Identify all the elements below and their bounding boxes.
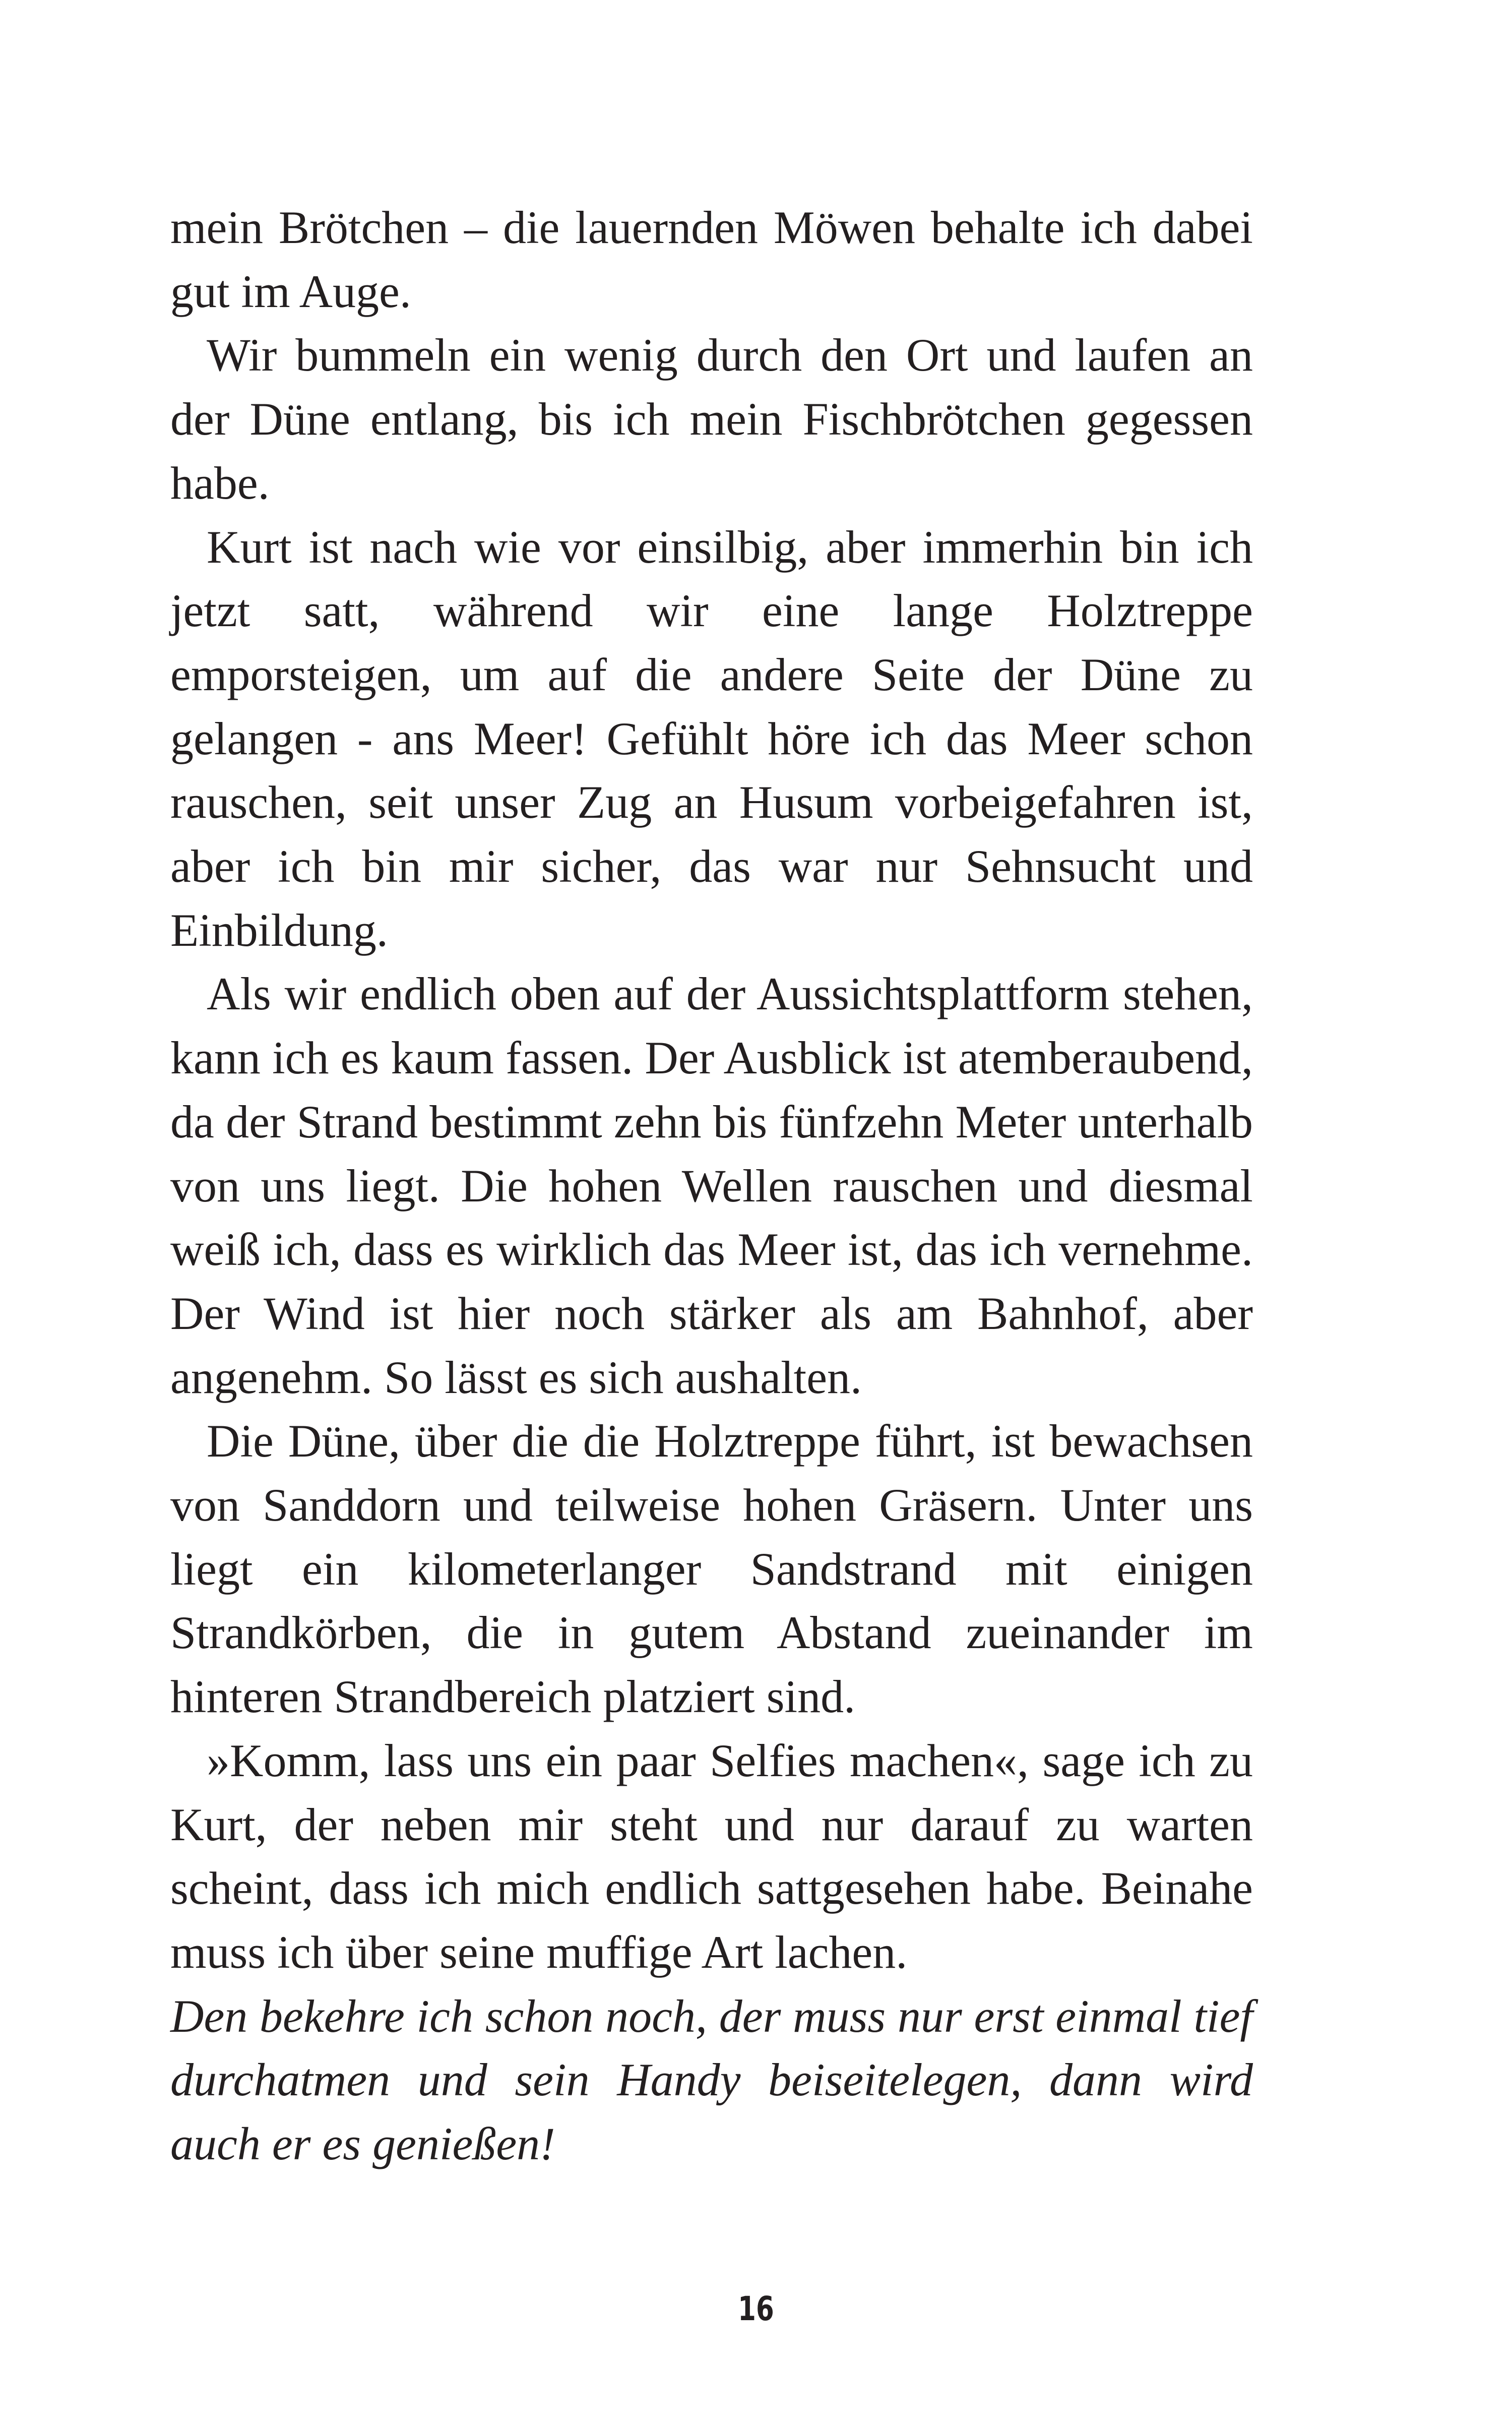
paragraph-2: Wir bummeln ein wenig durch den Ort und laufen an der Düne entlang, bis ich mein Fischbrötchen gegessen habe. — [170, 329, 1253, 509]
paragraph-1: mein Brötchen – die lauernden Möwen behalte ich dabei gut im Auge. — [170, 202, 1253, 317]
paragraph-7-italic-thought: Den bekehre ich schon noch, der muss nur erst einmal tief durchatmen und sein Handy beiseitelegen, dann wird auch er es genießen! — [170, 1990, 1253, 2170]
paragraph-4: Als wir endlich oben auf der Aussichtsplattform stehen, kann ich es kaum fassen. Der Ausblick ist atemberaubend, da der Strand bestimmt zehn bis fünfzehn Meter unterhalb von uns liegt. Die hohen Wellen rauschen und diesmal weiß ich, dass es wirklich das Meer ist, das ich vernehme. Der Wind ist hier noch stärker als am Bahnhof, aber angenehm. So lässt es sich aushalten. — [170, 968, 1253, 1403]
paragraph-6: »Komm, lass uns ein paar Selfies machen«, sage ich zu Kurt, der neben mir steht und nur darauf zu warten scheint, dass ich mich endlich sattgesehen habe. Beinahe muss ich über seine muffige Art lachen. — [170, 1734, 1253, 1978]
page-number: 16 — [738, 2289, 774, 2328]
paragraph-5: Die Düne, über die die Holztreppe führt, ist bewachsen von Sanddorn und teilweise hohen Gräsern. Unter uns liegt ein kilometerlanger Sandstrand mit einigen Strandkörben, die in gutem Abstand zueinander im hinteren Strandbereich platziert sind. — [170, 1415, 1253, 1723]
body-text — [170, 196, 1253, 2176]
paragraph-3: Kurt ist nach wie vor einsilbig, aber immerhin bin ich jetzt satt, während wir eine lange Holztreppe emporsteigen, um auf die andere Seite der Düne zu gelangen - ans Meer! Gefühlt höre ich das Meer schon rauschen, seit unser Zug an Husum vorbeigefahren ist, aber ich bin mir sicher, das war nur Sehnsucht und Einbildung. — [170, 521, 1253, 956]
